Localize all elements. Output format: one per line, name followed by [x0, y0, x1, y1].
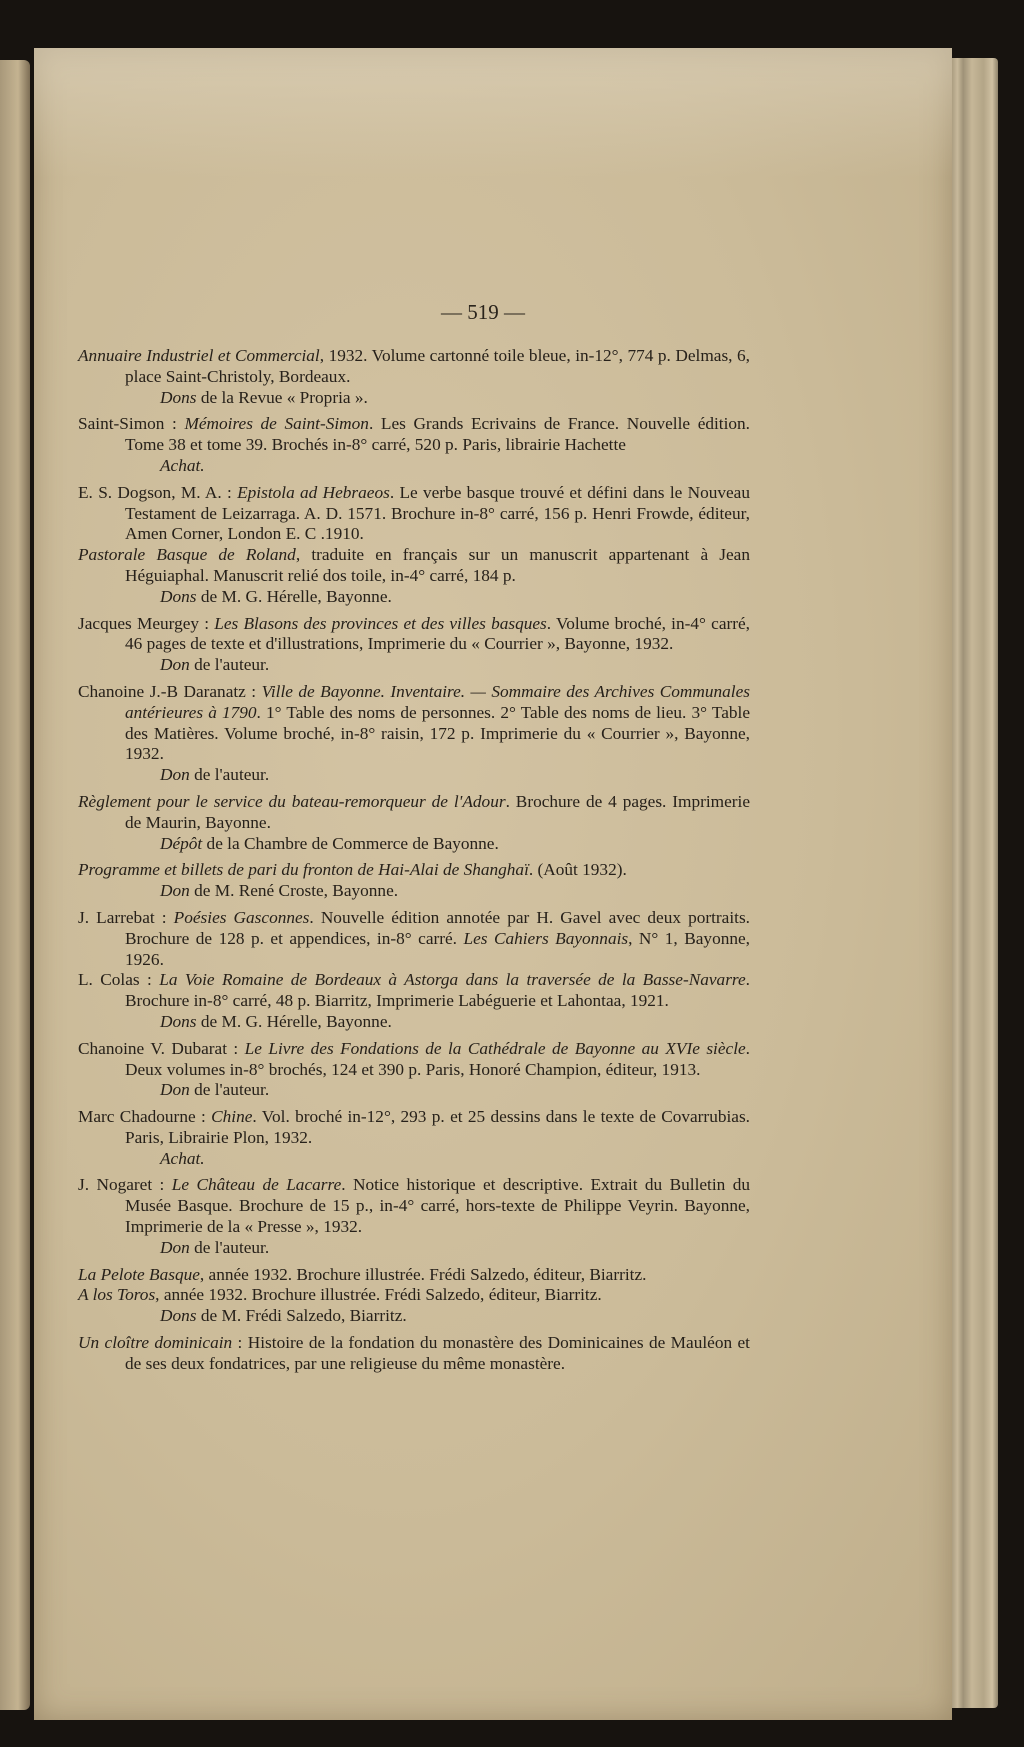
entry-rest: . 1° Table des noms de personnes. 2° Table des noms de lieu. 3° Table des Matières. Volume broché, in-8° raisin, 172 p. Imprimerie du « Courrier », Bayonne, 1932. [125, 702, 750, 764]
provenance-type: Dons [160, 1011, 197, 1031]
provenance-type: Dons [160, 586, 197, 606]
entry-provenance [78, 655, 750, 676]
entry-provenance [78, 388, 750, 409]
bibliography-entry [78, 1333, 750, 1375]
entry-rest: . Notice historique et descriptive. Extrait du Bulletin du Musée Basque. Brochure de 15 p., in-4° carré, hors-texte de Philippe Veyrin. Bayonne, Imprimerie de la « Presse », 1932. [125, 1175, 751, 1237]
bibliography-entry [78, 970, 750, 1012]
entry-provenance [78, 765, 750, 786]
provenance-type: Don [160, 655, 190, 675]
entry-rest: . Le verbe basque trouvé et défini dans le Nouveau Testament de Leizarraga. A. D. 1571. Brochure in-8° carré, 156 p. Henri Frowde, éditeur, Amen Corner, London E. C .1910. [125, 482, 750, 544]
entry-author: J. Nogaret : [78, 1175, 172, 1195]
entry-rest: , année 1932. Brochure illustrée. Frédi Salzedo, éditeur, Biarritz. [199, 1264, 647, 1284]
provenance-type: Don [160, 1080, 190, 1100]
entry-title: Annuaire Industriel et Commercial [78, 346, 320, 365]
bibliography-entry [78, 908, 750, 970]
entry-author: Chanoine V. Dubarat : [78, 1038, 245, 1058]
bibliography-entry [78, 1265, 750, 1286]
bibliography-entry [78, 682, 750, 765]
entry-title: Epistola ad Hebraeos [237, 482, 390, 502]
bibliography-entry [78, 1285, 750, 1306]
entry-rest: . Volume broché, in-4° carré, 46 pages de texte et d'illustrations, Imprimerie du « Courrier », Bayonne, 1932. [125, 613, 750, 654]
entry-title: Programme et billets de pari du fronton de Hai-Alai de Shanghaï [78, 860, 529, 880]
entry-rest: , année 1932. Brochure illustrée. Frédi Salzedo, éditeur, Biarritz. [155, 1285, 602, 1305]
entry-title: Pastorale Basque de Roland [78, 545, 296, 565]
entry-title: Le Château de Lacarre [171, 1175, 342, 1195]
entry-author: Chanoine J.-B Daranatz : [78, 681, 262, 701]
entry-provenance [78, 1080, 750, 1101]
provenance-type: Achat. [160, 455, 205, 475]
provenance-type: Don [160, 881, 190, 901]
provenance-donor: de l'auteur. [189, 1080, 270, 1100]
entry-title: Poésies Gasconnes [173, 907, 310, 927]
entry-author: Jacques Meurgey : [78, 613, 215, 633]
entry-rest: . Vol. broché in-12°, 293 p. et 25 dessins dans le texte de Covarrubias. Paris, Librairie Plon, 1932. [125, 1107, 750, 1147]
entry-author: J. Larrebat : [78, 907, 174, 927]
entry-author: E. S. Dogson, M. A. : [78, 482, 238, 502]
entry-provenance [78, 456, 750, 477]
provenance-type: Don [160, 765, 190, 785]
entry-title: Un cloître dominicain [78, 1333, 233, 1353]
entry-rest: , traduite en français sur un manuscrit appartenant à Jean Héguiaphal. Manuscrit relié dos toile, in-4° carré, 184 p. [125, 545, 750, 585]
entry-author: L. Colas : [78, 970, 160, 990]
entry-provenance [78, 881, 750, 902]
provenance-type: Don [160, 1237, 190, 1257]
entry-rest: , 1932. Volume cartonné toile bleue, in-12°, 774 p. Delmas, 6, place Saint-Christoly, Bordeaux. [125, 346, 750, 386]
entry-provenance [78, 1149, 750, 1170]
entry-title: Les Blasons des provinces et des villes basques [214, 613, 547, 633]
entry-rest: . Deux volumes in-8° brochés, 124 et 390 p. Paris, Honoré Champion, éditeur, 1913. [125, 1038, 750, 1079]
bibliography-entry [78, 1107, 750, 1149]
bibliography-entry [78, 545, 750, 587]
entry-rest: . Nouvelle édition annotée par H. Gavel avec deux portraits. Brochure de 128 p. et appendices, in-8° carré. [125, 907, 750, 948]
provenance-donor: de la Chambre de Commerce de Bayonne. [202, 833, 499, 853]
provenance-donor: de M. G. Hérelle, Bayonne. [196, 586, 392, 606]
entry-author: Saint-Simon : [78, 414, 185, 434]
entry-title: A los Toros [78, 1285, 156, 1305]
page-top-wear [34, 48, 952, 178]
bibliography-entry [78, 346, 750, 388]
entry-title: Mémoires de Saint-Simon [184, 414, 369, 434]
entry-rest: . (Août 1932). [528, 860, 627, 880]
provenance-type: Dons [160, 1306, 197, 1326]
entry-provenance [78, 834, 750, 855]
acquisitions-list [78, 346, 750, 1381]
entry-rest: : Histoire de la fondation du monastère des Dominicaines de Mauléon et de ses deux fondatrices, par une religieuse du même monastère. [125, 1333, 750, 1373]
entry-author: Marc Chadourne : [78, 1107, 212, 1127]
bibliography-entry [78, 614, 750, 656]
provenance-type: Achat. [160, 1148, 205, 1168]
bibliography-entry [78, 483, 750, 545]
page-number: — 519 — [441, 300, 525, 324]
provenance-donor: de l'auteur. [189, 1237, 270, 1257]
provenance-donor: de M. G. Hérelle, Bayonne. [196, 1011, 392, 1031]
provenance-donor: de M. René Croste, Bayonne. [189, 881, 399, 901]
provenance-donor: de M. Frédi Salzedo, Biarritz. [196, 1306, 407, 1326]
bibliography-entry [78, 414, 750, 456]
entry-provenance [78, 587, 750, 608]
entry-title: Règlement pour le service du bateau-remorqueur de l'Adour [78, 791, 506, 811]
provenance-donor: de l'auteur. [189, 765, 270, 785]
entry-title: Ville de Bayonne. Inventaire. — Sommaire des Archives Communales antérieures à 1790 [125, 681, 750, 722]
entry-title: Le Livre des Fondations de la Cathédrale de Bayonne au XVIe siècle [244, 1038, 746, 1058]
provenance-type: Dépôt [160, 833, 203, 853]
entry-title: La Pelote Basque [78, 1264, 200, 1284]
entry-title: La Voie Romaine de Bordeaux à Astorga dans la traversée de la Basse-Navarre [159, 970, 746, 990]
entry-provenance [78, 1306, 750, 1327]
book-page [34, 48, 952, 1720]
entry-provenance [78, 1012, 750, 1033]
provenance-donor: de l'auteur. [189, 655, 270, 675]
provenance-type: Dons [160, 387, 197, 407]
bibliography-entry [78, 860, 750, 881]
bibliography-entry [78, 792, 750, 834]
entry-rest: , N° 1, Bayonne, 1926. [125, 928, 750, 969]
entry-rest: . Brochure in-8° carré, 48 p. Biarritz, Imprimerie Labéguerie et Lahontaa, 1921. [125, 970, 750, 1011]
entry-title: Les Cahiers Bayonnais [463, 928, 629, 948]
entry-rest: . Brochure de 4 pages. Imprimerie de Maurin, Bayonne. [125, 791, 750, 832]
provenance-donor: de la Revue « Propria ». [196, 387, 368, 407]
entry-provenance [78, 1238, 750, 1259]
bibliography-entry [78, 1175, 750, 1237]
entry-title: Chine [211, 1107, 253, 1127]
bibliography-entry [78, 1039, 750, 1081]
entry-rest: . Les Grands Ecrivains de France. Nouvelle édition. Tome 38 et tome 39. Brochés in-8° carré, 520 p. Paris, librairie Hachette [125, 414, 751, 455]
